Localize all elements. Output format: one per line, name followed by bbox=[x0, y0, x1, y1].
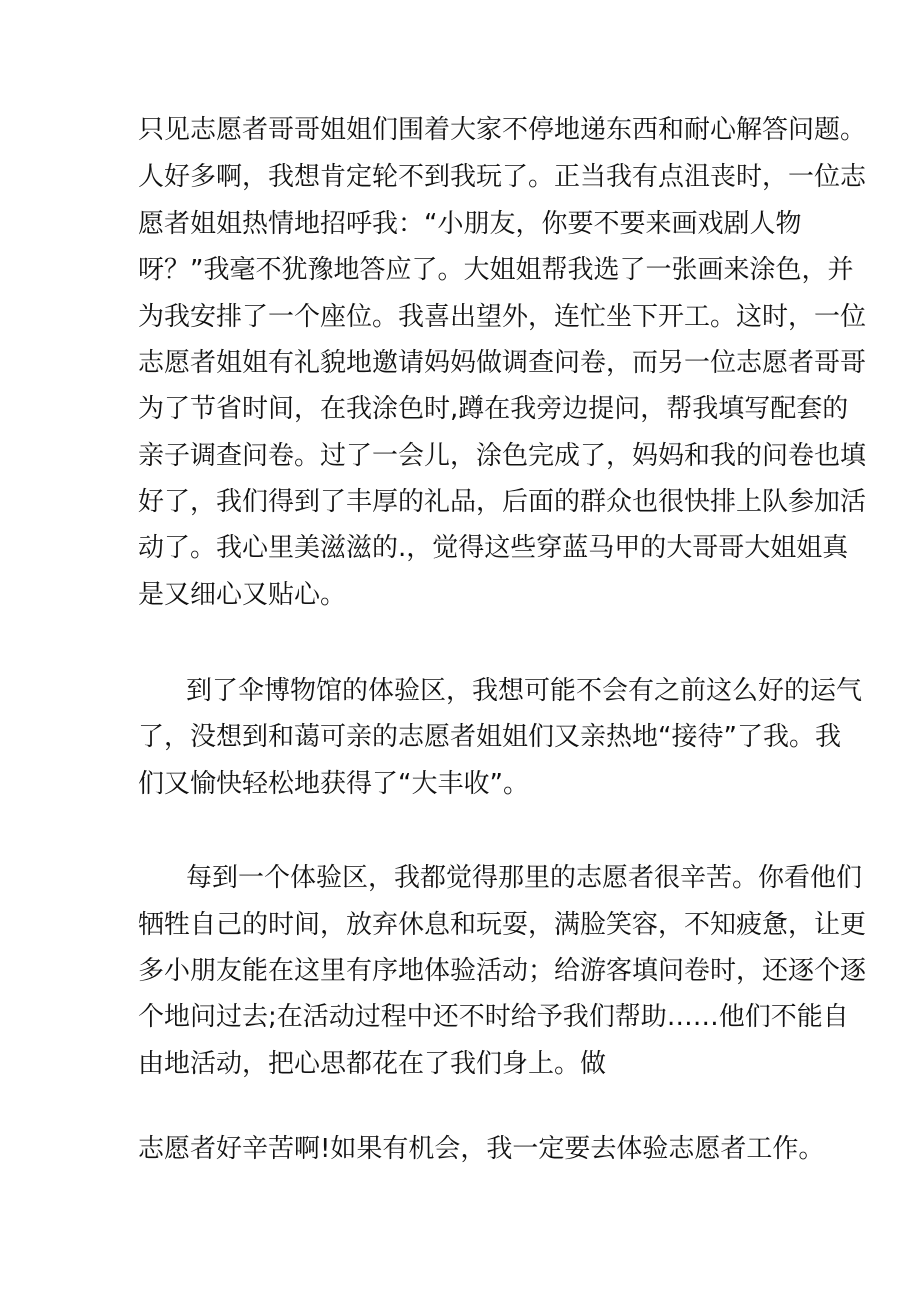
paragraph-1-line-5: 为我安排了一个座位。我喜出望外，连忙坐下开工。这时，一位 bbox=[138, 302, 867, 332]
paragraph-1-line-2: 人好多啊，我想肯定轮不到我玩了。正当我有点沮丧时，一位志 bbox=[138, 162, 867, 192]
paragraph-1-line-8: 亲子调查问卷。过了一会儿，涂色完成了，妈妈和我的问卷也填 bbox=[138, 441, 867, 471]
paragraph-1-line-7: 为了节省时间，在我涂色时,蹲在我旁边提问，帮我填写配套的 bbox=[138, 394, 849, 424]
paragraph-2-line-3: 们又愉快轻松地获得了“大丰收”。 bbox=[138, 769, 529, 799]
paragraph-3-line-5: 由地活动，把心思都花在了我们身上。做 bbox=[138, 1049, 607, 1079]
paragraph-3-line-3: 多小朋友能在这里有序地体验活动；给游客填问卷时，还逐个逐 bbox=[138, 956, 867, 986]
paragraph-1-line-4: 呀？”我毫不犹豫地答应了。大姐姐帮我选了一张画来涂色，并 bbox=[138, 255, 854, 285]
paragraph-2-line-1: 到了伞博物馆的体验区，我想可能不会有之前这么好的运气 bbox=[186, 676, 863, 706]
paragraph-1-line-1: 只见志愿者哥哥姐姐们围着大家不停地递东西和耐心解答问题。 bbox=[138, 115, 867, 145]
paragraph-1-line-11: 是又细心又贴心。 bbox=[138, 580, 347, 610]
paragraph-1-line-9: 好了，我们得到了丰厚的礼品，后面的群众也很快排上队参加活 bbox=[138, 487, 867, 517]
paragraph-2-line-2: 了，没想到和蔼可亲的志愿者姐姐们又亲热地“接待”了我。我 bbox=[138, 722, 841, 752]
paragraph-1-line-3: 愿者姐姐热情地招呼我：“小朋友，你要不要来画戏剧人物 bbox=[138, 209, 802, 239]
paragraph-3-line-4: 个地问过去;在活动过程中还不时给予我们帮助……他们不能自 bbox=[138, 1002, 849, 1032]
paragraph-1-line-6: 志愿者姐姐有礼貌地邀请妈妈做调查问卷，而另一位志愿者哥哥 bbox=[138, 348, 867, 378]
paragraph-4-line-1: 志愿者好辛苦啊!如果有机会，我一定要去体验志愿者工作。 bbox=[138, 1134, 825, 1164]
paragraph-1-line-10: 动了。我心里美滋滋的.，觉得这些穿蓝马甲的大哥哥大姐姐真 bbox=[138, 533, 849, 563]
paragraph-3-line-2: 牺牲自己的时间，放弃休息和玩耍，满脸笑容，不知疲惫，让更 bbox=[138, 910, 867, 940]
paragraph-3-line-1: 每到一个体验区，我都觉得那里的志愿者很辛苦。你看他们 bbox=[186, 863, 863, 893]
